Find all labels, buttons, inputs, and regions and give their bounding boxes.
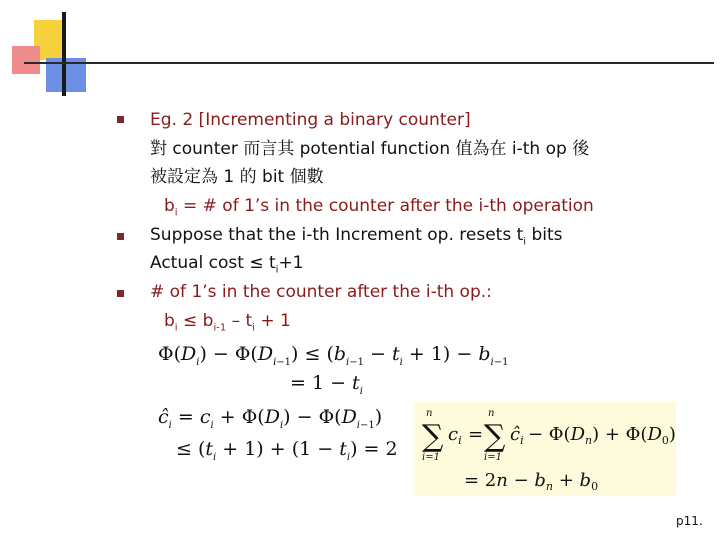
svg-text:i=1: i=1 xyxy=(422,452,440,463)
actual-cost-line: Actual $\cos t \le t_i+1$ xyxy=(150,253,304,276)
svg-text:∑: ∑ xyxy=(422,419,444,454)
slide-logo xyxy=(0,0,120,100)
title-divider xyxy=(24,62,714,64)
logo-red-square xyxy=(12,46,40,74)
svg-text:− Φ(Dn) + Φ(D0): − $\Phi(D_n) + \Phi(D_0)$ xyxy=(528,424,676,447)
summation-formula xyxy=(414,402,676,496)
potential-difference-result: = $1 - t_i$ xyxy=(290,372,363,397)
bullet-3 xyxy=(117,290,124,297)
amortized-cost-equation: $ĉ_i = c_i + \Phi(D_i) - \Phi(D_{i-1})$ xyxy=(158,406,383,431)
text-line-chinese-1: 對 counter 而言其 potential function 值為在 i-th op 後 xyxy=(150,139,590,159)
potential-definition: $b_i$ = # of 1’s in the counter after the i-th operation xyxy=(164,196,594,219)
suppose-line: Suppose that the i-th Increment op. resets $t_i$ bits xyxy=(150,225,563,248)
summation-formula-box xyxy=(414,402,676,496)
bullet-2 xyxy=(117,233,124,240)
svg-text:i=1: i=1 xyxy=(484,452,502,463)
svg-text:n: n xyxy=(488,408,495,419)
svg-text:∑: ∑ xyxy=(484,419,506,454)
amortized-cost-bound: ≤ $(t_i + 1) + (1 - t_i) = 2$ xyxy=(176,438,398,463)
svg-text:ĉi: $ĉ_i$ xyxy=(510,424,524,447)
svg-text:ci: $c_i$ xyxy=(448,424,462,447)
text-line-chinese-2: 被設定為 1 的 bit 個數 xyxy=(150,167,324,187)
bi-inequality: $b_i \le b_{i-1} - t_i + 1$ xyxy=(164,311,291,334)
logo-vertical-line xyxy=(62,12,66,96)
ones-after-op-line: # of 1’s in the counter after the i-th op.: xyxy=(150,282,492,302)
svg-text:=: = xyxy=(468,424,484,445)
example-heading: Eg. 2 [Incrementing a binary counter] xyxy=(150,110,471,130)
svg-text:= 2n − bn + b0: = $2n - b_n + b_0$ xyxy=(464,470,599,493)
potential-difference-equation: $\Phi(D_i) - \Phi(D_{i-1}) \le (b_{i-1} - t_i + 1) - b_{i-1}$ xyxy=(158,343,509,368)
page-number: p11. xyxy=(676,514,703,528)
bullet-1 xyxy=(117,116,124,123)
svg-text:n: n xyxy=(426,408,433,419)
